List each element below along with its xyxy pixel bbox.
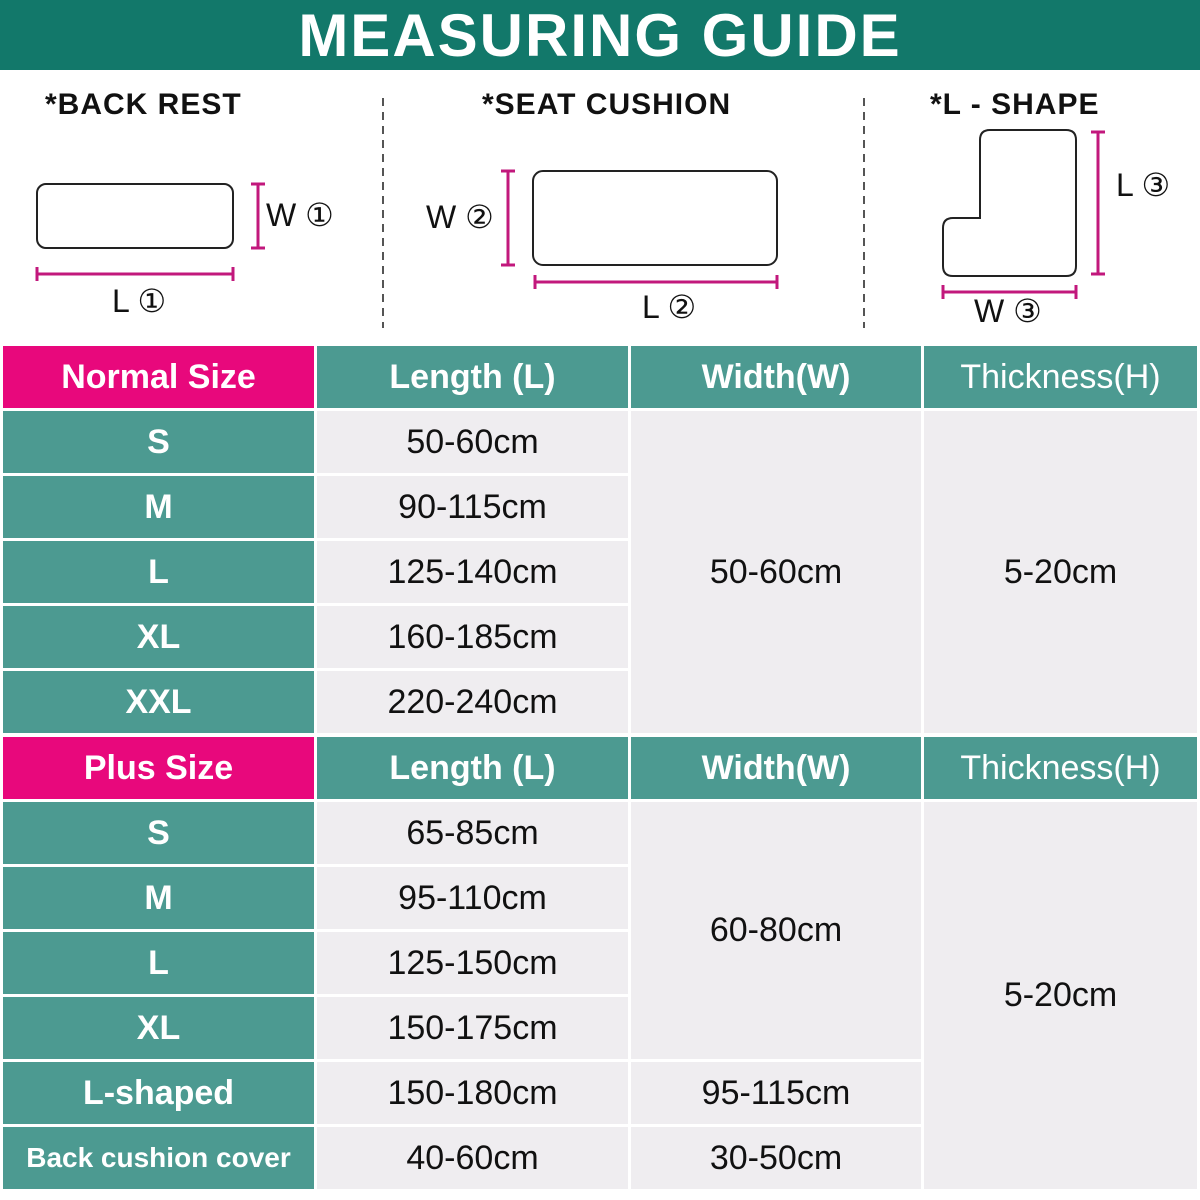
l-shape-shape bbox=[943, 130, 1076, 276]
seat-cushion-width-dimension bbox=[501, 171, 515, 265]
length-cell: 40-60cm bbox=[317, 1127, 628, 1189]
width-header: Width(W) bbox=[631, 346, 921, 408]
width-cell: 95-115cm bbox=[631, 1062, 921, 1124]
normal-size-table bbox=[0, 343, 1200, 736]
width-cell: 60-80cm bbox=[631, 802, 921, 1059]
seat-cushion-length-label: L ② bbox=[642, 289, 697, 325]
length-cell: 160-185cm bbox=[317, 606, 628, 668]
back-rest-length-dimension bbox=[37, 267, 233, 281]
back-rest-length-label: L ① bbox=[112, 283, 167, 319]
back-rest-shape bbox=[37, 184, 233, 248]
thickness-cell: 5-20cm bbox=[924, 411, 1197, 733]
table-row bbox=[3, 802, 1197, 864]
length-cell: 150-180cm bbox=[317, 1062, 628, 1124]
length-cell: 95-110cm bbox=[317, 867, 628, 929]
l-shape-length-label: L ③ bbox=[1116, 167, 1171, 203]
measuring-diagrams bbox=[0, 70, 1200, 344]
length-header: Length (L) bbox=[317, 737, 628, 799]
size-cell: M bbox=[3, 867, 314, 929]
l-shape-title: *L - SHAPE bbox=[930, 88, 1100, 121]
back-rest-title: *BACK REST bbox=[45, 88, 242, 121]
plus-size-table bbox=[0, 734, 1200, 1192]
size-cell: M bbox=[3, 476, 314, 538]
width-cell: 30-50cm bbox=[631, 1127, 921, 1189]
seat-cushion-title: *SEAT CUSHION bbox=[482, 88, 732, 121]
page-title: MEASURING GUIDE bbox=[0, 0, 1200, 70]
length-cell: 125-150cm bbox=[317, 932, 628, 994]
width-header: Width(W) bbox=[631, 737, 921, 799]
seat-cushion-length-dimension bbox=[535, 275, 777, 289]
seat-cushion-width-label: W ② bbox=[426, 199, 494, 235]
size-cell: XL bbox=[3, 997, 314, 1059]
size-cell: L bbox=[3, 541, 314, 603]
length-cell: 50-60cm bbox=[317, 411, 628, 473]
thickness-header: Thickness(H) bbox=[924, 346, 1197, 408]
length-header: Length (L) bbox=[317, 346, 628, 408]
plus-header-row bbox=[3, 737, 1197, 799]
length-cell: 65-85cm bbox=[317, 802, 628, 864]
plus-size-header: Plus Size bbox=[3, 737, 314, 799]
l-shape-length-dimension bbox=[1091, 132, 1105, 274]
l-shape-width-label: W ③ bbox=[974, 293, 1042, 329]
length-cell: 125-140cm bbox=[317, 541, 628, 603]
table-row bbox=[3, 411, 1197, 473]
width-cell: 50-60cm bbox=[631, 411, 921, 733]
back-rest-width-label: W ① bbox=[266, 197, 334, 233]
normal-header-row bbox=[3, 346, 1197, 408]
thickness-header: Thickness(H) bbox=[924, 737, 1197, 799]
size-cell: Back cushion cover bbox=[3, 1127, 314, 1189]
size-cell: S bbox=[3, 802, 314, 864]
size-cell: S bbox=[3, 411, 314, 473]
normal-size-header: Normal Size bbox=[3, 346, 314, 408]
size-cell: L-shaped bbox=[3, 1062, 314, 1124]
thickness-cell: 5-20cm bbox=[924, 802, 1197, 1189]
size-cell: L bbox=[3, 932, 314, 994]
size-cell: XXL bbox=[3, 671, 314, 733]
length-cell: 220-240cm bbox=[317, 671, 628, 733]
length-cell: 90-115cm bbox=[317, 476, 628, 538]
back-rest-width-dimension bbox=[251, 184, 265, 248]
length-cell: 150-175cm bbox=[317, 997, 628, 1059]
seat-cushion-shape bbox=[533, 171, 777, 265]
size-cell: XL bbox=[3, 606, 314, 668]
